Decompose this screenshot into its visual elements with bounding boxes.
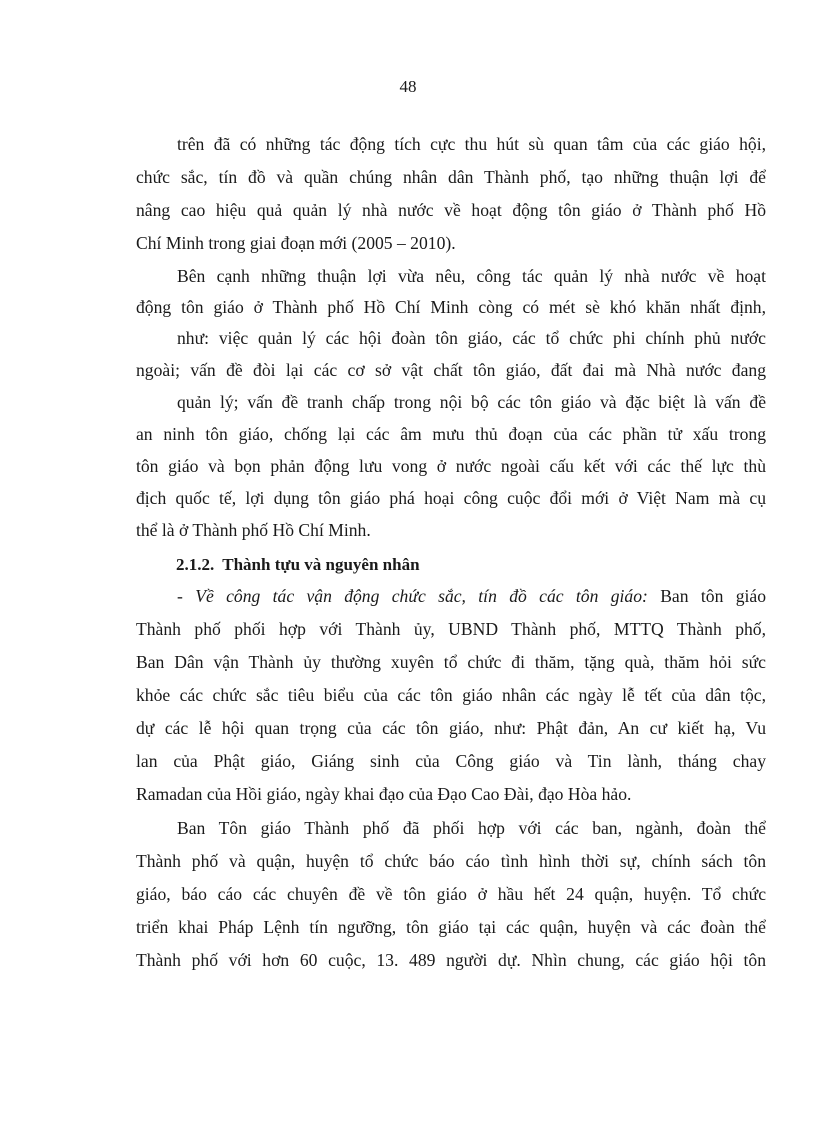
paragraph-4-line-2: Thành phố và quận, huyện tổ chức báo cáo tình hình thời sự, chính sách tôn (136, 851, 766, 871)
paragraph-3-line-4: khỏe các chức sắc tiêu biểu của các tôn giáo nhân các ngày lễ tết của dân tộc, (136, 685, 766, 705)
paragraph-1-line-3: nâng cao hiệu quả quản lý nhà nước về hoạt động tôn giáo ở Thành phố Hồ (136, 200, 766, 220)
paragraph-2-line-3: như: việc quản lý các hội đoàn tôn giáo, các tổ chức phi chính phủ nước (177, 328, 766, 348)
section-title: Thành tựu và nguyên nhân (222, 555, 420, 574)
paragraph-4-line-1: Ban Tôn giáo Thành phố đã phối hợp với các ban, ngành, đoàn thể (177, 818, 766, 838)
paragraph-2-line-9: thể là ở Thành phố Hồ Chí Minh. (136, 520, 371, 540)
paragraph-3-line-1 (177, 586, 766, 606)
paragraph-2-line-5: quản lý; vấn đề tranh chấp trong nội bộ các tôn giáo và đặc biệt là vấn đề (177, 392, 766, 412)
paragraph-3-line-7: Ramadan của Hồi giáo, ngày khai đạo của Đạo Cao Đài, đạo Hòa hảo. (136, 784, 632, 804)
paragraph-2-line-7: tôn giáo và bọn phản động lưu vong ở nước ngoài cấu kết với các thế lực thù (136, 456, 766, 476)
paragraph-4-line-4: triển khai Pháp Lệnh tín ngưỡng, tôn giáo tại các quận, huyện và các đoàn thể (136, 917, 766, 937)
paragraph-1-line-2: chức sắc, tín đồ và quần chúng nhân dân Thành phố, tạo những thuận lợi để (136, 167, 766, 187)
paragraph-3-line-5: dự các lễ hội quan trọng của các tôn giáo, như: Phật đản, An cư kiết hạ, Vu (136, 718, 766, 738)
section-number: 2.1.2. (176, 555, 215, 574)
paragraph-3-lead-rest: Ban tôn giáo (647, 586, 766, 606)
paragraph-1-line-1: trên đã có những tác động tích cực thu hút sù quan tâm của các giáo hội, (177, 134, 766, 154)
paragraph-1-line-4: Chí Minh trong giai đoạn mới (2005 – 2010). (136, 233, 456, 253)
page-number: 48 (399, 77, 417, 96)
paragraph-2-line-6: an ninh tôn giáo, chống lại các âm mưu thủ đoạn của các phần tử xấu trong (136, 424, 766, 444)
paragraph-3-line-6: lan của Phật giáo, Giáng sinh của Công giáo và Tin lành, tháng chay (136, 751, 766, 771)
paragraph-2-line-8: địch quốc tế, lợi dụng tôn giáo phá hoại công cuộc đổi mới ở Việt Nam mà cụ (136, 488, 766, 508)
paragraph-2-line-4: ngoài; vấn đề đòi lại các cơ sở vật chất tôn giáo, đất đai mà Nhà nước đang (136, 360, 766, 380)
paragraph-3-line-2: Thành phố phối hợp với Thành ủy, UBND Thành phố, MTTQ Thành phố, (136, 619, 766, 639)
section-heading (176, 555, 420, 575)
paragraph-3-lead-italic: - Về công tác vận động chức sắc, tín đồ các tôn giáo: (177, 586, 648, 606)
paragraph-2-line-2: động tôn giáo ở Thành phố Hồ Chí Minh còng có mét sè khó khăn nhất định, (136, 297, 766, 317)
paragraph-3-line-3: Ban Dân vận Thành ủy thường xuyên tổ chức đi thăm, tặng quà, thăm hỏi sức (136, 652, 766, 672)
paragraph-4-line-5: Thành phố với hơn 60 cuộc, 13. 489 người dự. Nhìn chung, các giáo hội tôn (136, 950, 766, 970)
paragraph-2-line-1: Bên cạnh những thuận lợi vừa nêu, công tác quản lý nhà nước về hoạt (177, 266, 766, 286)
paragraph-4-line-3: giáo, báo cáo các chuyên đề về tôn giáo ở hầu hết 24 quận, huyện. Tổ chức (136, 884, 766, 904)
